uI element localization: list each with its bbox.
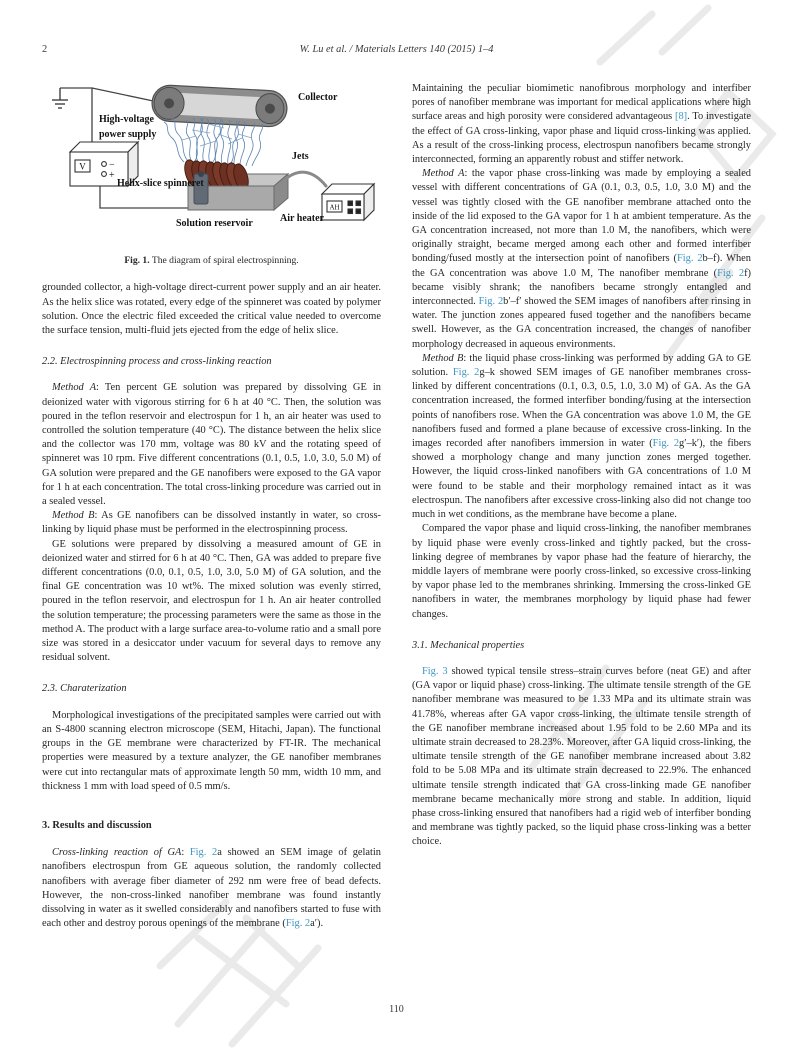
section-heading: 2.3. Charaterization: [42, 683, 127, 695]
paragraph: [412, 522, 751, 621]
paragraph: [412, 665, 751, 850]
minus-terminal-label: −: [109, 159, 115, 171]
text-segment: Cross-linking reaction of GA: [52, 847, 182, 859]
text-segment: b′–f′ showed the SEM images of nanofibers after rinsing in water. The junction zones appeared fused together and the nanofibers became swell. However, as the GA concentration increased, the changes of nanofiber morphology decreased in aqueous environments.: [412, 296, 751, 350]
figure-1-caption: [42, 254, 381, 268]
reservoir-label: Solution reservoir: [176, 218, 253, 229]
citation-link[interactable]: Fig. 2: [285, 918, 311, 930]
spinneret-label: Helix-slice spinneret: [117, 178, 204, 189]
citation-link[interactable]: Fig. 3: [422, 665, 448, 677]
paragraph: [42, 709, 381, 794]
spiral-electrospinning-diagram: [42, 74, 381, 244]
text-segment: Fig. 1.: [124, 255, 150, 267]
text-segment: Morphological investigations of the precipitated samples were carried out with an S-4800 scanning electron microscope (SEM, Hitachi, Japan). The functional groups in the GE membrane were characterized by FT-IR. The mechanical properties were measured by a texture analyzer, the GE nanofiber membranes were cut into rectangular mats of approximate length 50 mm, width 10 mm, and thickness 1 mm with load speed of 0.5 mm/s.: [42, 709, 381, 792]
text-segment: f) became visibly shrank; the nanofibers became strongly entangled and interconnected.: [412, 267, 751, 308]
paragraph: [412, 352, 751, 522]
paragraph: [412, 167, 751, 352]
paragraph: [42, 381, 381, 509]
ah-display-label: AH: [329, 203, 340, 212]
page-number-footer: 110: [389, 1004, 404, 1015]
text-segment: : As GE nanofibers can be dissolved instantly in water, so cross-linking by liquid phase must be performed in the electrospinning process.: [42, 510, 381, 536]
voltmeter-label: V: [79, 161, 86, 172]
running-head: W. Lu et al. / Materials Letters 140 (2015) 1–4: [299, 44, 494, 55]
text-segment: . To investigate the effect of GA cross-linking, vapor phase and liquid cross-linking was applied. As a result of the cross-linking process, electrospun nanofibers became strongly interconnected, forming an apparently robust and stiffer network.: [412, 111, 751, 166]
left-column-text: [42, 281, 381, 931]
text-segment: :: [181, 847, 190, 859]
citation-link[interactable]: [8]: [675, 111, 688, 123]
text-segment: The diagram of spiral electrospinning.: [149, 255, 299, 267]
right-column: [412, 82, 751, 850]
paragraph: [42, 509, 381, 537]
text-segment: Method A: [422, 168, 465, 180]
high-voltage-label-2: power supply: [99, 129, 157, 140]
text-segment: a′).: [310, 918, 324, 930]
right-column-text: [412, 82, 751, 850]
citation-link[interactable]: Fig. 2: [676, 253, 703, 265]
text-segment: g′–k′), the fibers showed a morphology change and many junction zones merged together. However, the liquid cross-linked nanofibers with GA concentrations of 1.0 M were found to be stable and their morphology remained intact as it was electrospun. The nanofibers after excessive cross-linking also did not change too much in wet conditions, as the membrane have become a plane.: [412, 438, 751, 521]
page-number-header: 2: [42, 44, 48, 55]
paragraph: [412, 82, 751, 167]
citation-link[interactable]: Fig. 2: [652, 438, 680, 450]
text-segment: Maintaining the peculiar biomimetic nanofibrous morphology and interfiber pores of nanofiber membrane was important for medical applications where high surface areas and high porosity were considered advantageous: [412, 83, 751, 123]
text-segment: showed typical tensile stress–strain curves before (neat GE) and after (GA vapor or liquid phase) cross-linking. The ultimate tensile strength of the GE nanofiber membrane was measured to be 1.33 MPa and its ultimate strain was 41.78%, whereas after GA vapor cross-linking, the ultimate tensile strength of the GE nanofiber membrane increased about 1.95 fold to be 2.60 MPa and its ultimate strain decreased to 28.23%. Moreover, after GA liquid cross-linking, the ultimate tensile strength of the GE nanofiber membrane increased about 3.82 fold to be 5.08 MPa and its ultimate strain decreased to 22.9%. The enhanced ultimate tensile strength indicated that GA cross-linking made GE nanofiber membrane became mechanically more strong and stable. In addition, liquid phase cross-linking ensured that nanofibers had a rigid web of interfiber bonding and membrane was tightly packed, so the liquid phase cross-linking was a better choice.: [412, 665, 751, 848]
citation-link[interactable]: Fig. 2: [189, 847, 218, 859]
collector-label: Collector: [298, 92, 338, 103]
text-segment: Method B: [52, 510, 95, 522]
air-heater-box: [322, 184, 374, 220]
citation-link[interactable]: Fig. 2: [478, 296, 504, 308]
high-voltage-label-1: High-voltage: [99, 114, 154, 125]
citation-link[interactable]: Fig. 2: [452, 367, 480, 379]
text-segment: : Ten percent GE solution was prepared by dissolving GE in deionized water with vigorous stirring for 6 h at 40 °C. Then, the solution was poured in the teflon reservoir and electrospun for 1 h, an air heater was used to controlled the solution temperature (40 °C). The distance between the helix slice and the collector was 170 mm, voltage was 80 kV and the rotating speed of spinneret was 10 rpm. Five different concentrations (0.1, 0.5, 1.0, 3.0, 5.0 M) of GA solution were prepared and the GE nanofibers were exposed to the GA vapor for 1 h at each concentration. The total cross-linking procedure was carried out in a sealed vessel.: [42, 382, 382, 508]
section-heading: 3. Results and discussion: [42, 819, 152, 831]
paragraph: [42, 846, 381, 931]
figure-1: [42, 74, 381, 268]
paragraph: [42, 538, 381, 666]
text-segment: Method A: [52, 382, 97, 394]
text-segment: g–k showed SEM images of GE nanofiber membranes cross-linked by different concentrations (0.1, 0.3, 0.5, 1.0, 3.0 M) of GA. As the GA concentration increased, the formed interfiber bonding/fusing at the intersection points of nanofibers rose. When the GA concentration was above 1.0 M, the GE nanofibers fused and formed a plane because of excessive cross-linking. In the images recorded after nanofibers immersion in water (: [412, 367, 751, 450]
paragraph: [42, 281, 381, 338]
text-segment: grounded collector, a high-voltage direct-current power supply and an air heater. As the helix slice was rotated, every edge of the spinneret was coated by polymer solution. Once the electric filed exceeded the critical value needed to overcome the surface tension, multi-fluid jets ejected from the edge of helix slice.: [42, 282, 381, 337]
ground-symbol: [52, 88, 68, 108]
text-segment: Compared the vapor phase and liquid cross-linking, the nanofiber membranes by liquid phase were evenly cross-linked and tightly packed, but the cross-linking degree of membranes by vapor phase had the feature of hierarchy, the middle layers of membrane were poorly cross-linked, so excessive cross-linking by vapor phase led to the membranes shrinking. Immersing the cross-linked GE nanofibers in water, the membranes morphology by liquid phase had fewer changes.: [412, 523, 751, 620]
text-segment: GE solutions were prepared by dissolving a measured amount of GE in deionized water and stirred for 6 h at 40 °C. Then, GA was added to prepare five different concentrations (0.0, 0.1, 0.5, 1.0, 3.0, 5.0 M) of GA solution, and the final GE concentration was 10 wt%. The mixed solution was evenly stirred, poured in the teflon reservoir, and electrospun for 1 h. An air heater controlled the solution temperature; the processing parameters were the same as those in the method A. The product with a large surface area-to-volume ratio and a small pore size was stored in a desiccator under vacuum for several days to remove any residual solvent.: [42, 538, 381, 664]
collector-belt: [151, 84, 288, 127]
plus-terminal-label: +: [109, 170, 115, 181]
section-heading: 3.1. Mechanical properties: [412, 639, 525, 651]
text-segment: : the liquid phase cross-linking was performed by adding GA to GE solution.: [412, 352, 751, 379]
air-heater-label: Air heater: [280, 213, 324, 224]
text-segment: a showed an SEM image of gelatin nanofibers electrospun from GE aqueous solution, the randomly collected nanofibers with average fiber diameter of 292 nm were free of bead defects. However, the non-cross-linked nanofiber membrane was found instantly dissolving in water as it swelled considerably and nanofibers started to fuse with each other and destroy porous openings of the membrane (: [42, 847, 381, 930]
section-heading: 2.2. Electrospinning process and cross-linking reaction: [42, 356, 272, 368]
left-column: [42, 74, 381, 931]
text-segment: b–f). When the GA concentration was above 1.0 M, The nanofiber membrane (: [412, 253, 751, 279]
text-segment: : the vapor phase cross-linking was made by employing a sealed vessel with different concentrations of GA (0.1, 0.3, 0.5, 1.0, 3.0 M) and the vessel was tightly closed with the GE nanofiber membrane attached onto the inside of the lid exposed to the GA vapor for 1 h at ambient temperature. As the GA concentration increased, not more than 1.0 M, the nanofibers, which were originally straight, became merged among each other and formed interfiber bonding/fused mostly at the intersection point of nanofibers (: [412, 168, 751, 265]
citation-link[interactable]: Fig. 2: [717, 267, 745, 279]
text-segment: Method B: [422, 352, 464, 364]
jets-label: Jets: [292, 151, 309, 162]
